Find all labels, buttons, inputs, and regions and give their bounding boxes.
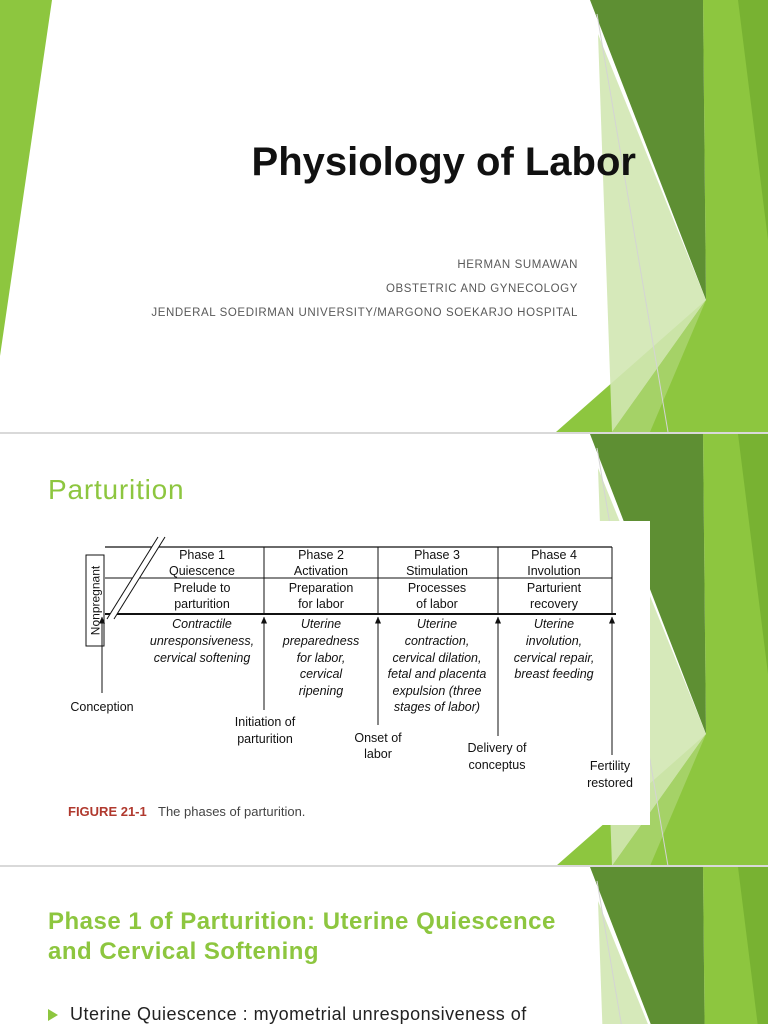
phase-stage: Involution [527, 564, 581, 578]
presentation-title: Physiology of Labor [251, 140, 636, 184]
bullet-text: Uterine Quiescence : myometrial unresponsiveness of [70, 1004, 527, 1024]
phase-description: contraction, [404, 634, 470, 648]
event-label: Onset of [354, 731, 402, 745]
phase-purpose: Prelude to [173, 581, 231, 595]
phase-name: Phase 4 [531, 548, 577, 562]
phase-purpose: for labor [298, 597, 344, 611]
phase-description: Contractile [172, 617, 232, 631]
parturition-slide [0, 434, 768, 865]
phase-purpose: Parturient [526, 581, 582, 595]
phase-description: stages of labor) [393, 700, 481, 714]
event-label: labor [364, 747, 392, 761]
phase-description: cervical repair, [513, 651, 595, 665]
phase-description: ripening [298, 684, 344, 698]
phase-purpose: of labor [416, 597, 458, 611]
author-name: HERMAN SUMAWAN [457, 259, 578, 271]
slide-title-line: Phase 1 of Parturition: Uterine Quiescence [48, 908, 556, 935]
phase-description: cervical [299, 667, 343, 681]
figure-caption-label: FIGURE 21-1 [68, 804, 147, 819]
event-label: conceptus [468, 758, 526, 772]
phase-name: Phase 2 [298, 548, 344, 562]
phase-description: involution, [525, 634, 583, 648]
phase-description: Uterine [300, 617, 342, 631]
phase-description: breast feeding [514, 667, 594, 681]
event-label: Initiation of [234, 715, 296, 729]
phase-purpose: recovery [530, 597, 578, 611]
title-slide [0, 0, 768, 432]
left-green-triangle [0, 0, 52, 356]
phase-purpose: Preparation [288, 581, 354, 595]
phase-description: cervical dilation, [392, 651, 482, 665]
figure-caption-text: The phases of parturition. [158, 804, 306, 819]
event-label: parturition [237, 732, 293, 746]
phase-description: unresponsiveness, [149, 634, 255, 648]
phase-name: Phase 1 [179, 548, 225, 562]
phase-2-column [282, 548, 359, 698]
event-labels [70, 700, 633, 790]
institution-name: JENDERAL SOEDIRMAN UNIVERSITY/MARGONO SOEKARJO HOSPITAL [151, 307, 578, 319]
phase-description: preparedness [282, 634, 360, 648]
phase-stage: Quiescence [168, 564, 236, 578]
slide-title [48, 907, 556, 967]
phase-description: fetal and placenta [387, 667, 487, 681]
phase-stage: Activation [293, 564, 349, 578]
green-facet-shapes [0, 0, 768, 432]
phase-description: Uterine [533, 617, 575, 631]
phases-figure [50, 521, 650, 825]
event-label: Fertility [589, 759, 631, 773]
slide-title: Parturition [48, 474, 185, 505]
phase-1-column [150, 548, 254, 665]
phase-purpose: parturition [174, 597, 230, 611]
phases-of-parturition-diagram [50, 521, 650, 825]
phase-description: Uterine [416, 617, 458, 631]
phase-name: Phase 3 [414, 548, 460, 562]
bullet-arrow-icon [48, 1009, 58, 1021]
subtitle-block [151, 253, 578, 325]
phase-1-slide [0, 867, 768, 1024]
phase-3-column [388, 548, 487, 714]
event-label: Conception [70, 700, 134, 714]
nonpregnant-label: Nonpregnant [88, 565, 103, 636]
event-label: Delivery of [467, 741, 527, 755]
event-label: restored [587, 776, 633, 790]
phase-description: expulsion (three [392, 684, 482, 698]
slide-title-line: and Cervical Softening [48, 938, 320, 965]
phase-description: cervical softening [153, 651, 251, 665]
phase-stage: Stimulation [406, 564, 468, 578]
phase-purpose: Processes [407, 581, 467, 595]
department-name: OBSTETRIC AND GYNECOLOGY [385, 283, 578, 295]
phase-description: for labor, [296, 651, 346, 665]
